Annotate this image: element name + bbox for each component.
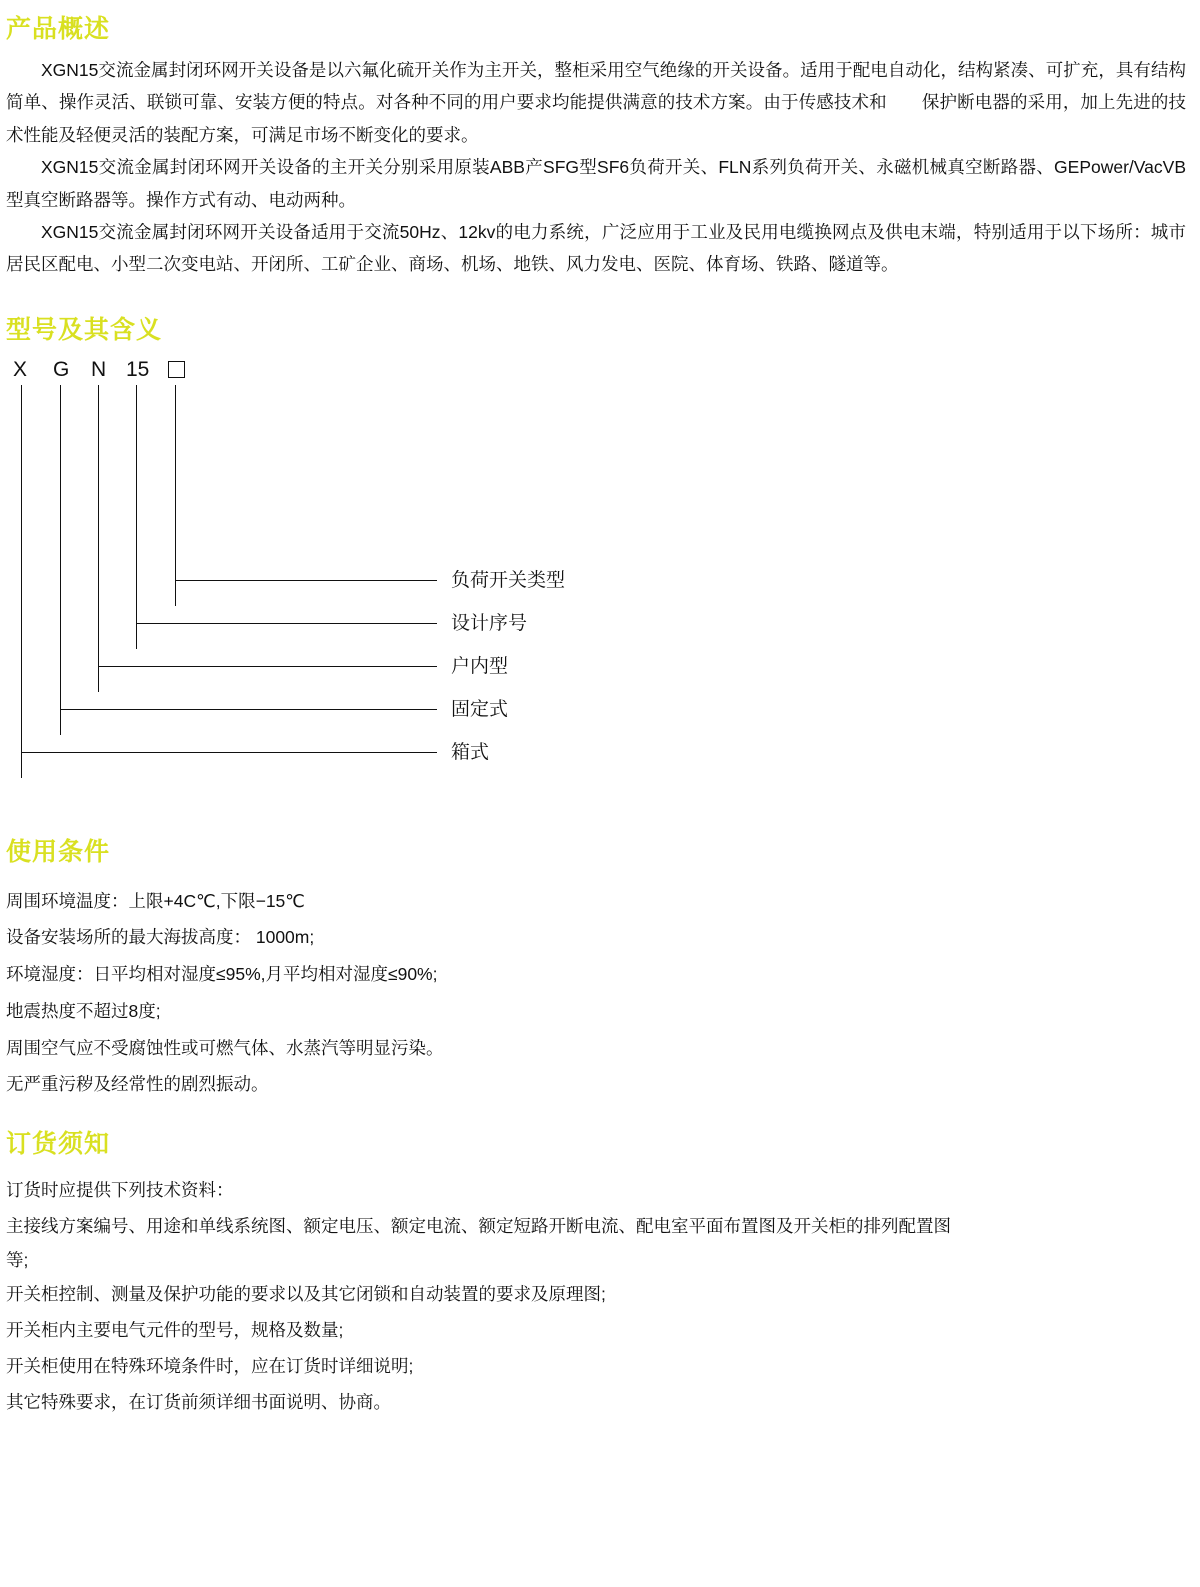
ordering-item: 开关柜使用在特殊环境条件时，应在订货时详细说明; — [6, 1356, 414, 1376]
overview-paragraph: XGN15交流金属封闭环网开关设备是以六氟化硫开关作为主开关，整柜采用空气绝缘的开关设备。适用于配电自动化，结构紧凑、可扩充，具有结构简单、操作灵活、联锁可靠、安装方便的特点。对各种不同的用户要求均能提供满意的技术方案。由于传感技术和 保护断电器的采用，加上先进的技术性能及轻便灵活的装配方案，可满足市场不断变化的要求。 — [6, 60, 1186, 145]
model-label-fixed-type: 固定式 — [451, 698, 509, 720]
condition-item: 周围空气应不受腐蚀性或可燃气体、水蒸汽等明显污染。 — [6, 1037, 444, 1058]
leader-vline-box — [175, 385, 176, 606]
section-heading-overview: 产品概述 — [6, 15, 111, 43]
condition-item: 设备安装场所的最大海拔高度： 1000m; — [6, 927, 315, 948]
ordering-item: 开关柜控制、测量及保护功能的要求以及其它闭锁和自动装置的要求及原理图; — [6, 1284, 606, 1305]
overview-content — [6, 54, 1192, 281]
model-label-switch-type: 负荷开关类型 — [451, 569, 566, 591]
leader-vline-15 — [136, 385, 137, 649]
section-heading-conditions: 使用条件 — [6, 837, 111, 866]
ordering-item: 开关柜内主要电气元件的型号，规格及数量; — [6, 1320, 344, 1341]
model-char-n: N — [91, 357, 107, 381]
model-char-box — [168, 361, 185, 378]
overview-paragraph: XGN15交流金属封闭环网开关设备适用于交流50Hz、12kv的电力系统，广泛应用于工业及民用电缆换网点及供电末端，特别适用于以下场所：城市居民区配电、小型二次变电站、开闭所、工矿企业、商场、机场、地铁、风力发电、医院、体育场、铁路、隧道等。 — [6, 221, 1186, 275]
condition-item: 环境湿度：日平均相对湿度≤95%,月平均相对湿度≤90%; — [6, 964, 438, 985]
operating-conditions-section — [6, 837, 1192, 1104]
model-label-design-no: 设计序号 — [451, 612, 528, 634]
ordering-intro: 订货时应提供下列技术资料： — [6, 1180, 234, 1201]
model-char-g: G — [53, 357, 70, 381]
model-designation-diagram — [8, 359, 708, 809]
model-designation-section — [6, 315, 1192, 809]
leader-hline-2 — [136, 623, 437, 624]
model-char-x: X — [13, 357, 28, 381]
conditions-list — [6, 883, 1192, 1104]
condition-item: 地震热度不超过8度; — [6, 1000, 161, 1021]
leader-vline-n — [98, 385, 99, 692]
section-heading-ordering: 订货须知 — [6, 1130, 111, 1159]
ordering-item: 主接线方案编号、用途和单线系统图、额定电压、额定电流、额定短路开断电流、配电室平面布置图及开关柜的排列配置图等; — [6, 1216, 951, 1271]
leader-hline-4 — [60, 709, 437, 710]
model-label-box-type: 箱式 — [451, 741, 490, 763]
leader-hline-3 — [98, 666, 437, 667]
model-char-15: 15 — [126, 357, 150, 381]
ordering-item: 其它特殊要求，在订货前须详细书面说明、协商。 — [6, 1391, 391, 1412]
leader-vline-g — [60, 385, 61, 735]
condition-item: 周围环境温度：上限+4C℃,下限−15℃ — [6, 890, 305, 911]
model-label-indoor-type: 户内型 — [451, 655, 509, 677]
leader-hline-5 — [21, 752, 437, 753]
leader-vline-x — [21, 385, 22, 778]
overview-paragraph: XGN15交流金属封闭环网开关设备的主开关分别采用原装ABB产SFG型SF6负荷开关、FLN系列负荷开关、永磁机械真空断路器、GEPower/VacVB型真空断路器等。操作方式有动、电动两种。 — [6, 157, 1186, 210]
leader-hline-1 — [175, 580, 437, 581]
condition-item: 无严重污秽及经常性的剧烈振动。 — [6, 1074, 269, 1095]
section-heading-model: 型号及其含义 — [6, 315, 163, 344]
ordering-list — [6, 1173, 1192, 1421]
ordering-notice-section — [6, 1129, 1192, 1421]
